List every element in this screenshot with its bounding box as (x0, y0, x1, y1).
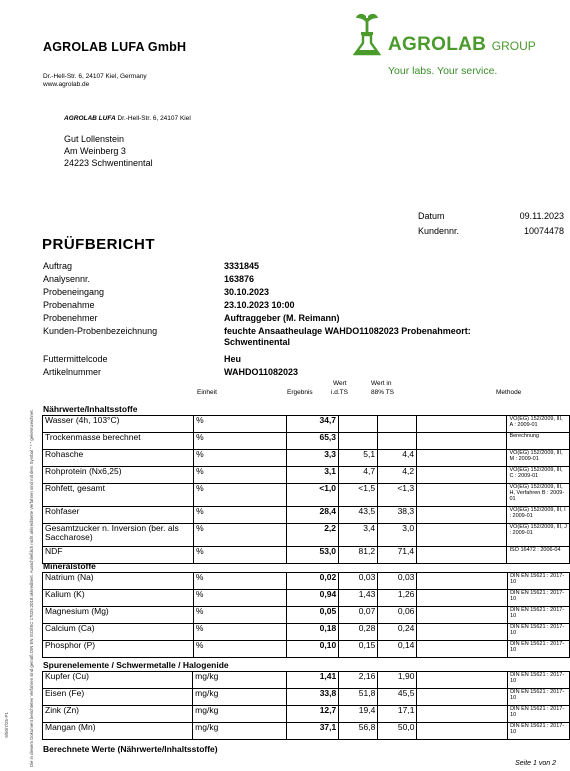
col-header-result: Ergebnis (287, 389, 313, 396)
result-cell: 0,10 (286, 641, 338, 658)
spacer-cell (417, 450, 507, 467)
result-cell: 0,18 (286, 624, 338, 641)
parameter-name: Rohfett, gesamt (43, 484, 194, 507)
parameter-name: Kupfer (Cu) (43, 672, 193, 689)
ts88-value-cell: 0,14 (378, 641, 417, 658)
ts-value-cell: 81,2 (339, 547, 378, 564)
spacer-cell (417, 689, 508, 706)
col-header-ts88: 88% TS (371, 389, 395, 396)
ts88-value-cell (378, 416, 417, 433)
ts88-value-cell: 45,5 (378, 689, 417, 706)
ts88-value-cell: 50,0 (378, 723, 417, 740)
plant-beaker-icon (347, 12, 387, 63)
info-label: Artikelnummer (43, 367, 102, 377)
result-cell: 0,94 (286, 590, 338, 607)
result-cell: 65,3 (286, 433, 338, 450)
ts-value-cell: 4,7 (339, 467, 378, 484)
parameter-name: Zink (Zn) (43, 706, 193, 723)
table-row (43, 547, 570, 564)
method-cell: DIN EN 15621 : 2017-10 (508, 624, 570, 641)
col-header-ts88: Wert in (371, 380, 392, 387)
meta-value: 09.11.2023 (519, 211, 564, 221)
ts-value-cell: 43,5 (339, 507, 378, 524)
unit-cell: % (194, 484, 287, 507)
table-row (43, 507, 570, 524)
info-value: Auftraggeber (M. Reimann) (224, 313, 340, 323)
ts-value-cell: 0,28 (339, 624, 378, 641)
col-header-method: Methode (496, 389, 522, 396)
table-row (43, 416, 570, 433)
result-cell: 3,3 (286, 450, 338, 467)
result-cell: 12,7 (286, 706, 338, 723)
recipient-line: Gut Lollenstein (64, 134, 125, 144)
company-name: AGROLAB LUFA GmbH (43, 40, 187, 54)
parameter-name: Trockenmasse berechnet (43, 433, 194, 450)
col-header-ts: Wert (333, 380, 347, 387)
table-row (43, 723, 570, 740)
meta-value: 10074478 (523, 226, 564, 236)
spacer-cell (417, 573, 508, 590)
logo-tagline: Your labs. Your service. (388, 65, 498, 77)
method-cell: DIN EN 15621 : 2017-10 (508, 723, 570, 740)
ts-value-cell: 0,03 (339, 573, 378, 590)
ts88-value-cell: 1,26 (378, 590, 417, 607)
table-row (43, 590, 570, 607)
method-cell: DIN EN 15621 : 2017-10 (508, 689, 570, 706)
result-cell: 33,8 (286, 689, 338, 706)
parameter-name: NDF (43, 547, 194, 564)
info-value: 163876 (224, 274, 255, 284)
info-value: 23.10.2023 10:00 (224, 300, 295, 310)
method-cell: VO(EG) 152/2009, III, A : 2009-01 (507, 416, 570, 433)
unit-cell: % (194, 507, 287, 524)
table-row (43, 607, 570, 624)
results-table-spurenelemente (42, 671, 570, 740)
method-cell: VO(EG) 152/2009, III, M : 2009-01 (507, 450, 570, 467)
method-cell: DIN EN 15621 : 2017-10 (508, 573, 570, 590)
spacer-cell (417, 624, 508, 641)
parameter-name: Natrium (Na) (43, 573, 194, 590)
result-cell: 3,1 (286, 467, 338, 484)
unit-cell: mg/kg (193, 672, 287, 689)
unit-cell: % (193, 624, 286, 641)
spacer-cell (417, 723, 508, 740)
method-cell: ISO 16472 : 2006-04 (507, 547, 570, 564)
ts88-value-cell: 4,4 (378, 450, 417, 467)
ts88-value-cell: 71,4 (378, 547, 417, 564)
unit-cell: % (193, 590, 286, 607)
ts-value-cell: 0,07 (339, 607, 378, 624)
parameter-name: Kalium (K) (43, 590, 194, 607)
ts88-value-cell (378, 433, 417, 450)
table-row (43, 450, 570, 467)
unit-cell: % (194, 416, 287, 433)
ts-value-cell: 0,15 (339, 641, 378, 658)
table-row (43, 467, 570, 484)
spacer-cell (417, 433, 507, 450)
ts88-value-cell: 0,24 (378, 624, 417, 641)
result-cell: 28,4 (286, 507, 338, 524)
accreditation-note: Die in diesem Dokument berichteten Verfahren sind gemäß DIN EN ISO/IEC 17025:2018 akkreditiert. Ausschließlich nicht akkreditierte Verfahren sind mit dem Symbol " * " gekennzeichnet. (29, 409, 34, 767)
ts-value-cell: 56,8 (339, 723, 378, 740)
info-label: Probenehmer (43, 313, 98, 323)
parameter-name: Rohfaser (43, 507, 194, 524)
results-table-naehrwerte (42, 415, 570, 564)
table-row (43, 624, 570, 641)
method-cell: VO(EG) 152/2009, III, C : 2009-01 (507, 467, 570, 484)
info-label: Kunden-Probenbezeichnung (43, 326, 158, 336)
section-title: Mineralstoffe (43, 561, 96, 571)
col-header-ts: i.d.TS (331, 389, 348, 396)
ts88-value-cell: 4,2 (378, 467, 417, 484)
recipient-line: 24223 Schwentinental (64, 158, 153, 168)
info-value: WAHDO11082023 (224, 367, 299, 377)
logo-brand: AGROLAB (388, 34, 487, 55)
company-address: Dr.-Hell-Str. 6, 24107 Kiel, Germany (43, 73, 147, 80)
info-value: 30.10.2023 (224, 287, 270, 297)
spacer-cell (417, 524, 507, 547)
spacer-cell (417, 672, 508, 689)
meta-label: Datum (418, 211, 445, 221)
parameter-name: Gesamtzucker n. Inversion (ber. als Saccharose) (43, 524, 194, 547)
info-label: Probenahme (43, 300, 95, 310)
result-cell: <1,0 (286, 484, 338, 507)
section-title: Berechnete Werte (Nährwerte/Inhaltsstoffe) (43, 744, 218, 754)
table-row (43, 433, 570, 450)
page-title: PRÜFBERICHT (42, 236, 155, 253)
unit-cell: % (194, 450, 287, 467)
unit-cell: % (194, 433, 287, 450)
parameter-name: Eisen (Fe) (43, 689, 193, 706)
ts88-value-cell: 3,0 (378, 524, 417, 547)
result-cell: 0,02 (286, 573, 338, 590)
method-cell: VO(EG) 152/2009, III, H, Verfahren B : 2009-01 (507, 484, 570, 507)
info-value: feuchte Ansaatheulage WAHDO11082023 Probenahmeort: (224, 326, 471, 336)
result-cell: 53,0 (286, 547, 338, 564)
info-label: Auftrag (43, 261, 73, 271)
ts88-value-cell: 1,90 (378, 672, 417, 689)
ts-value-cell: 3,4 (339, 524, 378, 547)
table-row (43, 484, 570, 507)
spacer-cell (417, 706, 508, 723)
spacer-cell (417, 484, 507, 507)
logo-wordmark (388, 34, 536, 56)
parameter-name: Wasser (4h, 103°C) (43, 416, 194, 433)
parameter-name: Phosphor (P) (43, 641, 194, 658)
table-row (43, 672, 570, 689)
spacer-cell (417, 547, 507, 564)
ts-value-cell: 5,1 (339, 450, 378, 467)
info-value: Heu (224, 354, 242, 364)
meta-label: Kundennr. (418, 226, 460, 236)
info-label: Probeneingang (43, 287, 105, 297)
table-row (43, 641, 570, 658)
unit-cell: % (193, 641, 286, 658)
sender-line (64, 115, 191, 122)
ts-value-cell: 19,4 (339, 706, 378, 723)
info-value-cont: Schwentinental (224, 337, 291, 347)
spacer-cell (417, 607, 508, 624)
ts-value-cell: 51,8 (339, 689, 378, 706)
sender-address: Dr.-Hell-Str. 6, 24107 Kiel (117, 115, 191, 122)
unit-cell: % (194, 467, 287, 484)
result-cell: 2,2 (286, 524, 338, 547)
method-cell: DIN EN 15621 : 2017-10 (508, 590, 570, 607)
ts-value-cell (339, 416, 378, 433)
unit-cell: % (193, 573, 286, 590)
method-cell: DIN EN 15621 : 2017-10 (508, 641, 570, 658)
unit-cell: mg/kg (193, 723, 287, 740)
unit-cell: % (193, 607, 286, 624)
ts88-value-cell: 0,03 (378, 573, 417, 590)
sender-name: AGROLAB LUFA (64, 115, 116, 122)
document-code: 9/50/7/25-P1 (4, 712, 9, 738)
spacer-cell (417, 590, 508, 607)
parameter-name: Calcium (Ca) (43, 624, 194, 641)
info-label: Analysennr. (43, 274, 91, 284)
result-cell: 1,41 (286, 672, 338, 689)
method-cell: DIN EN 15621 : 2017-10 (508, 706, 570, 723)
method-cell: DIN EN 15621 : 2017-10 (508, 672, 570, 689)
table-row (43, 573, 570, 590)
method-cell: DIN EN 15621 : 2017-10 (508, 607, 570, 624)
ts-value-cell: <1,5 (339, 484, 378, 507)
unit-cell: % (194, 547, 287, 564)
table-row (43, 706, 570, 723)
table-row (43, 689, 570, 706)
parameter-name: Rohprotein (Nx6,25) (43, 467, 194, 484)
unit-cell: % (194, 524, 287, 547)
results-table-mineralstoffe (42, 572, 570, 658)
spacer-cell (417, 507, 507, 524)
recipient-line: Am Weinberg 3 (64, 146, 126, 156)
ts-value-cell: 2,16 (339, 672, 378, 689)
page-number: Seite 1 von 2 (515, 760, 556, 767)
parameter-name: Rohasche (43, 450, 194, 467)
parameter-name: Mangan (Mn) (43, 723, 193, 740)
result-cell: 0,05 (286, 607, 338, 624)
method-cell: Berechnung (507, 433, 570, 450)
company-website: www.agrolab.de (43, 81, 90, 88)
col-header-unit: Einheit (197, 389, 217, 396)
unit-cell: mg/kg (193, 706, 287, 723)
ts-value-cell (339, 433, 378, 450)
result-cell: 34,7 (286, 416, 338, 433)
method-cell: VO(EG) 152/2009, III, I : 2009-01 (507, 507, 570, 524)
ts-value-cell: 1,43 (339, 590, 378, 607)
parameter-name: Magnesium (Mg) (43, 607, 194, 624)
section-title: Spurenelemente / Schwermetalle / Halogenide (43, 660, 229, 670)
table-row (43, 524, 570, 547)
ts88-value-cell: 38,3 (378, 507, 417, 524)
logo-group: GROUP (491, 39, 536, 53)
info-label: Futtermittelcode (43, 354, 108, 364)
spacer-cell (417, 416, 507, 433)
ts88-value-cell: <1,3 (378, 484, 417, 507)
spacer-cell (417, 467, 507, 484)
ts88-value-cell: 0,06 (378, 607, 417, 624)
spacer-cell (417, 641, 508, 658)
ts88-value-cell: 17,1 (378, 706, 417, 723)
unit-cell: mg/kg (193, 689, 287, 706)
section-title: Nährwerte/Inhaltsstoffe (43, 404, 138, 414)
info-value: 3331845 (224, 261, 260, 271)
method-cell: VO(EG) 152/2009, III, J : 2009-01 (507, 524, 570, 547)
result-cell: 37,1 (286, 723, 338, 740)
